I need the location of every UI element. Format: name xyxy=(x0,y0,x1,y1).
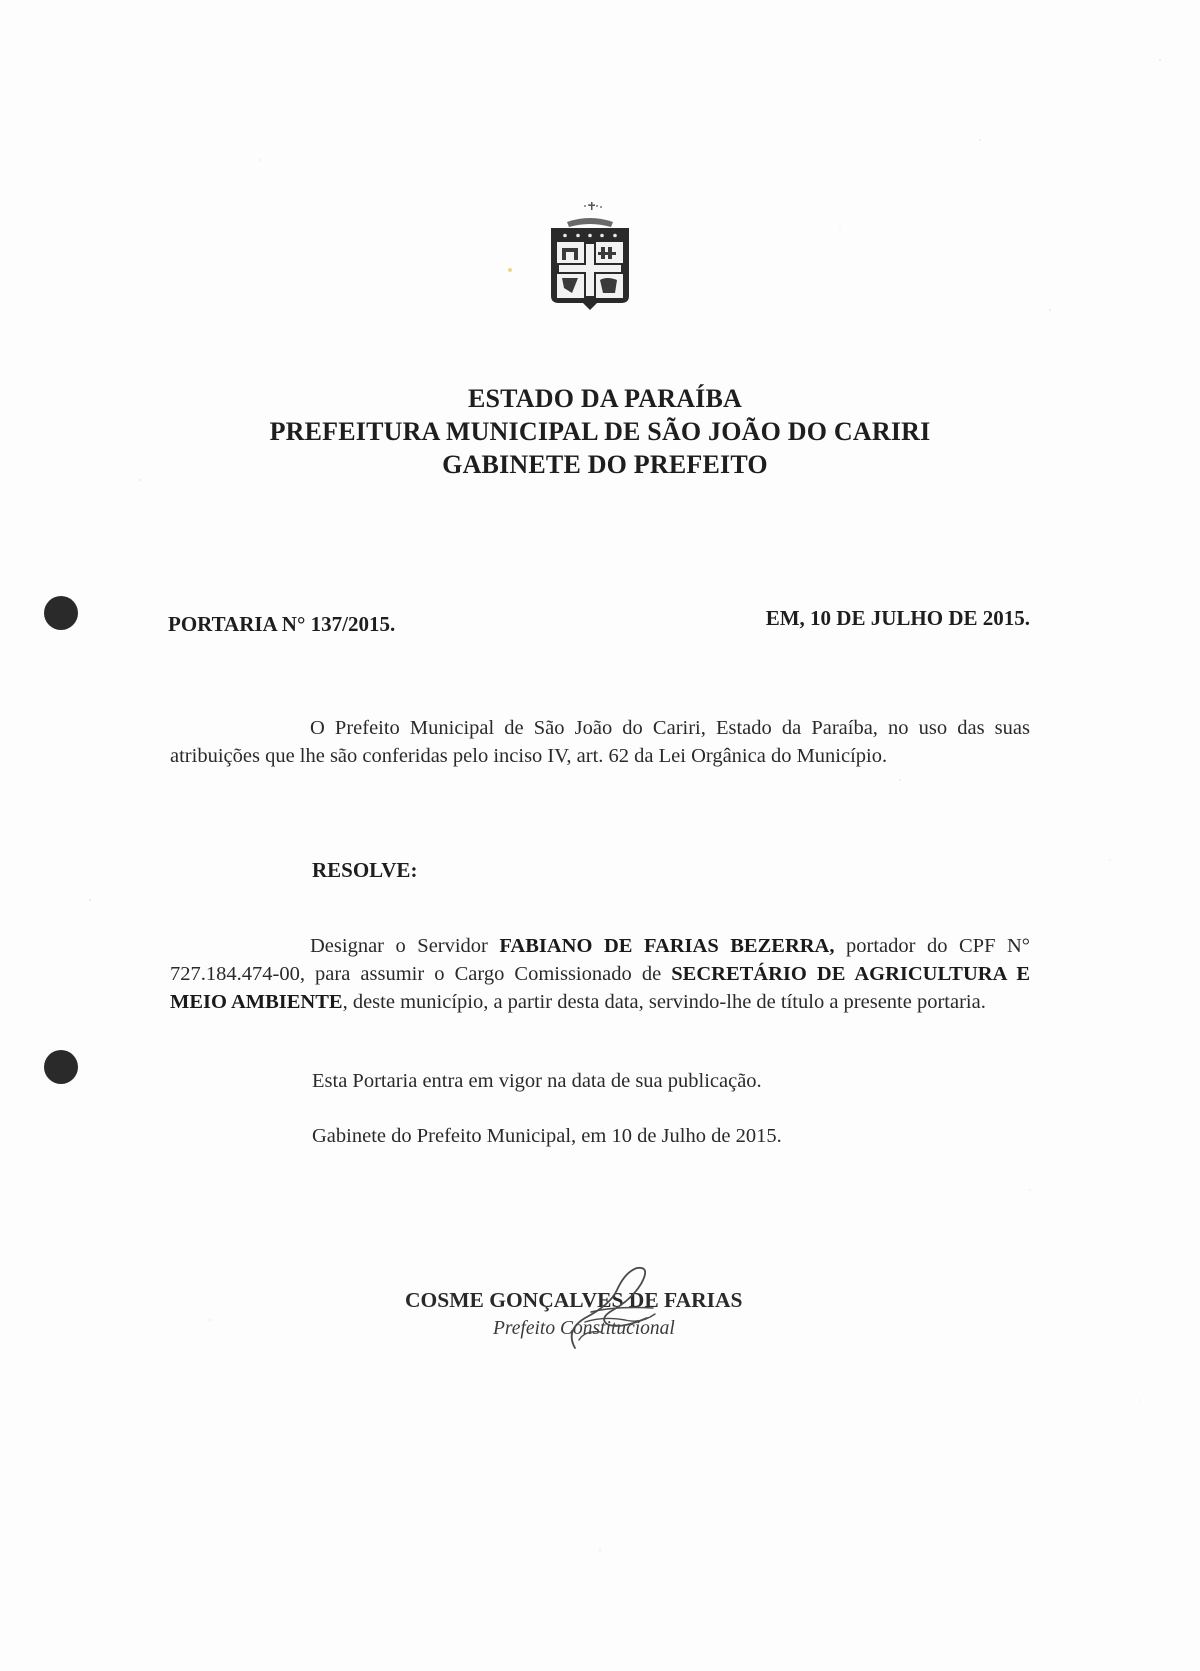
designation-paragraph xyxy=(170,932,1030,1016)
header-prefecture: PREFEITURA MUNICIPAL DE SÃO JOÃO DO CARIRI xyxy=(269,417,931,446)
signature-block xyxy=(380,1260,820,1350)
punch-hole-top xyxy=(44,596,78,630)
header-state: ESTADO DA PARAÍBA xyxy=(467,384,743,413)
portaria-number: PORTARIA N° 137/2015. xyxy=(168,612,396,636)
designation-text-start: Designar o Servidor xyxy=(310,935,500,957)
portaria-date: EM, 10 DE JULHO DE 2015. xyxy=(765,606,1030,630)
effective-clause: Esta Portaria entra em vigor na data de sua publicação. xyxy=(312,1070,762,1092)
issuance-place-date: Gabinete do Prefeito Municipal, em 10 de Julho de 2015. xyxy=(312,1125,782,1147)
intro-paragraph xyxy=(170,714,1030,770)
designation-text-mid: portador do CPF N° 727.184.474-00, para assumir o Cargo Comissionado de xyxy=(170,935,1031,985)
punch-hole-bottom xyxy=(44,1050,78,1084)
resolve-heading: RESOLVE: xyxy=(312,858,418,882)
header-office: GABINETE DO PREFEITO xyxy=(442,450,768,479)
intro-text: O Prefeito Municipal de São João do Cariri, Estado da Paraíba, no uso das suas atribuições que lhe são conferidas pelo inciso IV, art. 62 da Lei Orgânica do Município. xyxy=(170,717,1030,767)
appointed-role: SECRETÁRIO DE AGRICULTURA E MEIO AMBIENTE xyxy=(170,963,1030,1013)
document-header xyxy=(0,382,1200,481)
signer-title: Prefeito Constitucional xyxy=(493,1318,675,1339)
designation-text-end: , deste município, a partir desta data, servindo-lhe de título a presente portaria. xyxy=(342,991,986,1013)
servant-name: FABIANO DE FARIAS BEZERRA, xyxy=(499,935,835,957)
signer-name: COSME GONÇALVES DE FARIAS xyxy=(405,1288,743,1312)
municipal-coat-of-arms-icon xyxy=(545,200,635,315)
